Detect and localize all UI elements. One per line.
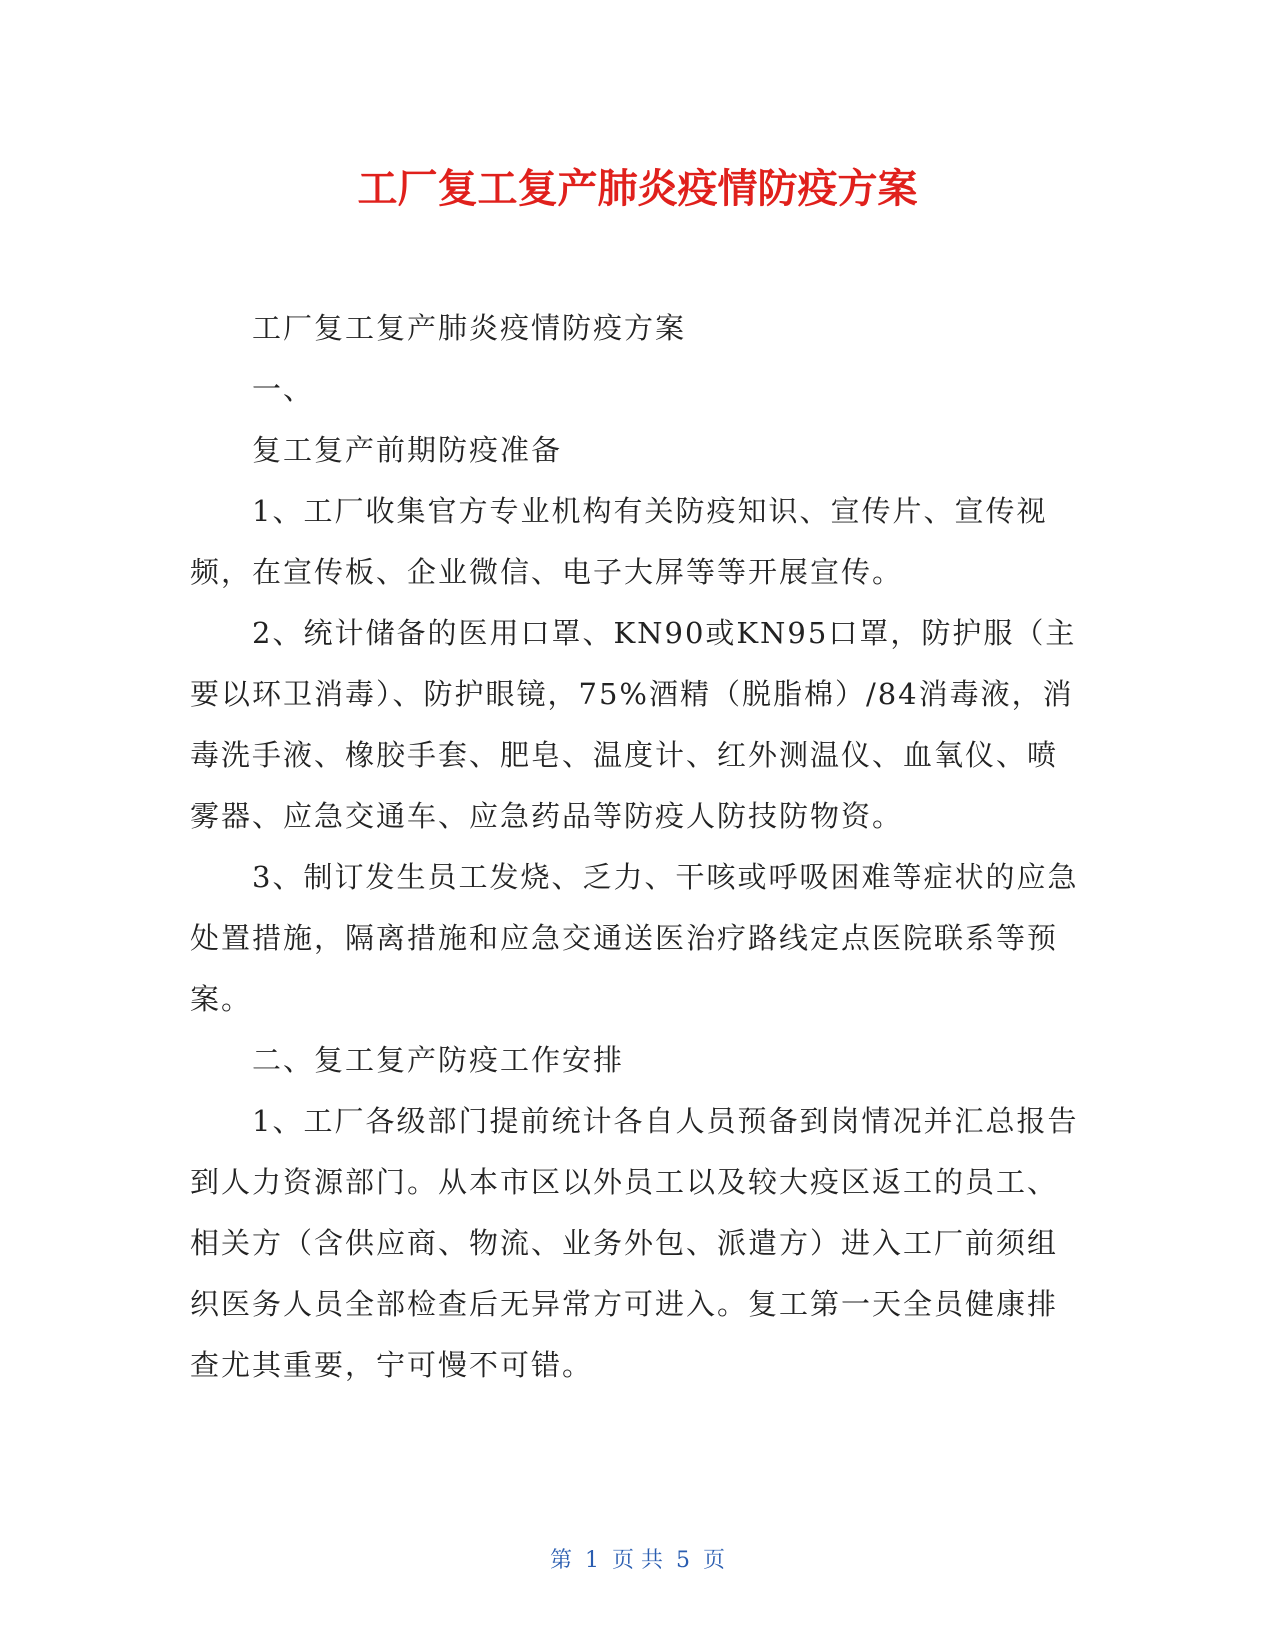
paragraph-section-one-title: 复工复产前期防疫准备: [252, 433, 563, 467]
paragraph-item-1: 1、工厂收集官方专业机构有关防疫知识、宣传片、宣传视频，在宣传板、企业微信、电子大屏等等开展宣传。: [190, 494, 1048, 589]
document-body: [190, 298, 1080, 1396]
paragraph-section-one-number: 一、: [252, 372, 315, 406]
paragraph-item-3: 3、制订发生员工发烧、乏力、干咳或呼吸困难等症状的应急处置措施，隔离措施和应急交通送医治疗路线定点医院联系等预案。: [190, 860, 1079, 1016]
paragraph-item-2: 2、统计储备的医用口罩、KN90或KN95口罩，防护服（主要以环卫消毒）、防护眼镜，75%酒精（脱脂棉）/84消毒液，消毒洗手液、橡胶手套、肥皂、温度计、红外测温仪、血氧仪、喷雾器、应急交通车、应急药品等防疫人防技防物资。: [190, 616, 1077, 833]
footer-current-page: 1: [585, 1548, 599, 1573]
footer-total-pages: 5: [676, 1548, 690, 1573]
page-footer: [0, 1546, 1275, 1576]
footer-mid: 页 共: [612, 1548, 663, 1573]
footer-prefix: 第: [549, 1548, 572, 1573]
document-title: 工厂复工复产肺炎疫情防疫方案: [357, 166, 918, 212]
footer-suffix: 页: [703, 1548, 726, 1573]
paragraph-section-two-title: 二、复工复产防疫工作安排: [252, 1043, 625, 1077]
paragraph-heading-repeat: 工厂复工复产肺炎疫情防疫方案: [252, 311, 687, 345]
paragraph-section-two-item-1: 1、工厂各级部门提前统计各自人员预备到岗情况并汇总报告到人力资源部门。从本市区以外员工以及较大疫区返工的员工、相关方（含供应商、物流、业务外包、派遣方）进入工厂前须组织医务人员全部检查后无异常方可进入。复工第一天全员健康排查尤其重要，宁可慢不可错。: [190, 1104, 1079, 1382]
